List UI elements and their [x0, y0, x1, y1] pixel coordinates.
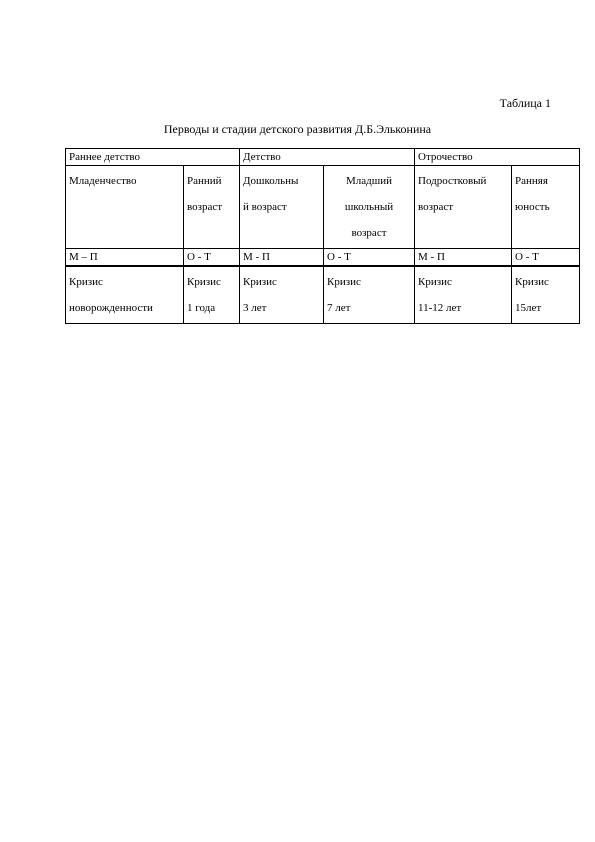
crisis-row [66, 266, 580, 324]
period-cell: Ранняя юность [512, 166, 580, 249]
table-title: Перводы и стадии детского развития Д.Б.Эльконина [163, 122, 432, 136]
period-cell: Младенчество [66, 166, 184, 249]
stage-cell: М - П [240, 249, 324, 267]
era-row [66, 149, 580, 166]
stage-cell: М – П [66, 249, 184, 267]
period-cell: Ранний возраст [184, 166, 240, 249]
era-cell-adolescence: Отрочество [415, 149, 580, 166]
era-cell-childhood: Детство [240, 149, 415, 166]
stage-row [66, 249, 580, 267]
crisis-cell: Кризис 11-12 лет [415, 266, 512, 324]
period-cell: Подростковый возраст [415, 166, 512, 249]
table-number: Таблица 1 [499, 96, 551, 110]
crisis-cell: Кризис 1 года [184, 266, 240, 324]
crisis-cell: Кризис новорожденности [66, 266, 184, 324]
stage-cell: М - П [415, 249, 512, 267]
crisis-cell: Кризис 3 лет [240, 266, 324, 324]
crisis-cell: Кризис 7 лет [324, 266, 415, 324]
period-cell: Дошкольны й возраст [240, 166, 324, 249]
stage-cell: О - Т [324, 249, 415, 267]
period-row [66, 166, 580, 249]
stage-cell: О - Т [184, 249, 240, 267]
period-cell: Младший школьный возраст [324, 166, 415, 249]
development-periods-table [65, 148, 580, 324]
stage-cell: О - Т [512, 249, 580, 267]
crisis-cell: Кризис 15лет [512, 266, 580, 324]
era-cell-early-childhood: Раннее детство [66, 149, 240, 166]
